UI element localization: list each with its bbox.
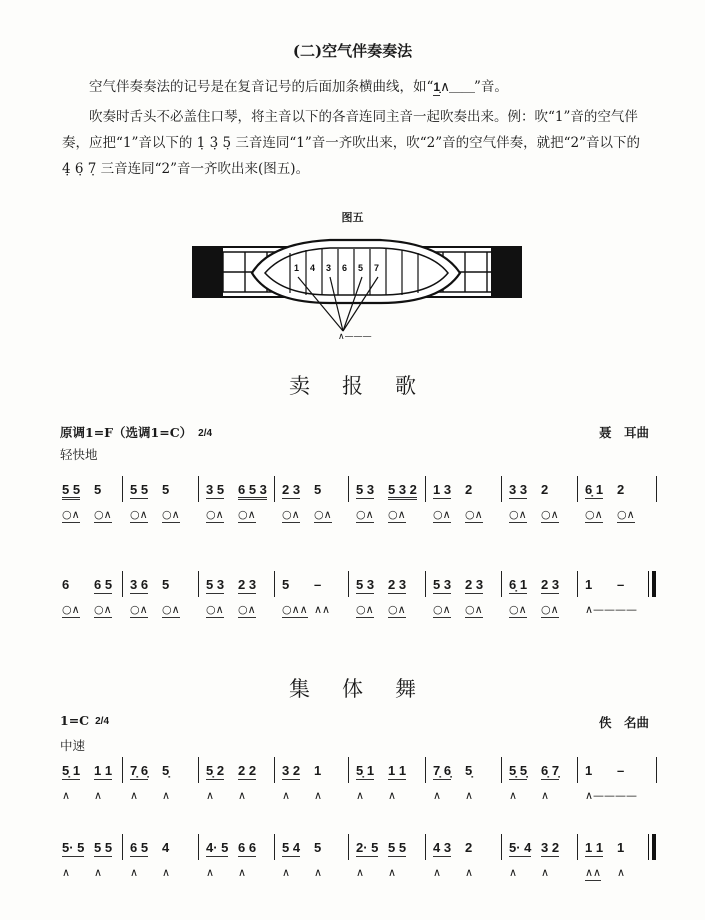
accompaniment-mark: ∧ bbox=[62, 789, 71, 802]
accompaniment-mark: ∧ bbox=[162, 866, 171, 879]
note-group: 5̣ bbox=[465, 763, 473, 778]
accompaniment-mark: ○∧ bbox=[509, 508, 527, 521]
barline bbox=[348, 757, 349, 783]
barline bbox=[501, 757, 502, 783]
accompaniment-mark: ○∧ bbox=[356, 603, 374, 616]
note-group: 5 3 bbox=[433, 577, 452, 592]
song-key: 原调1=F（选调1=C） bbox=[60, 425, 193, 440]
note-group: 5 4 bbox=[282, 840, 301, 855]
barline bbox=[577, 476, 578, 502]
note-group: 5 5 bbox=[62, 482, 80, 500]
accompaniment-mark: ∧ bbox=[282, 866, 291, 879]
hole-number: 7 bbox=[374, 263, 380, 273]
accompaniment-mark: ∧ bbox=[356, 866, 365, 879]
hole-number: 3 bbox=[326, 263, 332, 273]
note-group: 6 6 bbox=[238, 840, 257, 855]
barline bbox=[425, 476, 426, 502]
accompaniment-mark: ∧ bbox=[433, 866, 442, 879]
note-group: 5 bbox=[314, 482, 322, 497]
note-group: 3 5 bbox=[206, 482, 225, 497]
note-group: 3 2 bbox=[282, 763, 301, 778]
note-group: 2 bbox=[465, 840, 473, 855]
accompaniment-mark: ∧ bbox=[388, 789, 397, 802]
song-header bbox=[60, 713, 109, 728]
accompaniment-mark: ○∧ bbox=[541, 508, 559, 521]
accompaniment-mark: ∧ bbox=[465, 866, 474, 879]
note-group: 2 3 bbox=[465, 577, 484, 592]
barline bbox=[348, 834, 349, 860]
final-barline-thick bbox=[652, 834, 656, 860]
note-group: 5 3 bbox=[206, 577, 225, 592]
note-group: 6 5 bbox=[130, 840, 149, 855]
note-group: 5 3 bbox=[356, 577, 375, 592]
accompaniment-mark: ∧ bbox=[162, 789, 171, 802]
note-group: 1 1 bbox=[388, 763, 407, 778]
accompaniment-mark: ∧ bbox=[62, 866, 71, 879]
accompaniment-mark: ○∧ bbox=[465, 508, 483, 521]
time-signature: 2/4 bbox=[95, 716, 110, 727]
note-group: 2· 5 bbox=[356, 840, 379, 855]
barline bbox=[425, 757, 426, 783]
accompaniment-mark: ○∧ bbox=[94, 508, 112, 521]
note-group: 4 bbox=[162, 840, 170, 855]
barline bbox=[198, 476, 199, 502]
barline bbox=[577, 571, 578, 597]
song-title: 卖报歌 bbox=[289, 374, 448, 398]
time-signature: 2/4 bbox=[198, 428, 213, 439]
accompaniment-mark: ○∧ bbox=[388, 603, 406, 616]
hole-number: 1 bbox=[294, 263, 300, 273]
note-group: 2 3 bbox=[282, 482, 301, 497]
note-group: 6 bbox=[62, 577, 70, 592]
accompaniment-mark: ∧ bbox=[314, 866, 323, 879]
accompaniment-mark: ○∧ bbox=[130, 603, 148, 616]
barline bbox=[122, 834, 123, 860]
note-group: 3 6 bbox=[130, 577, 149, 592]
final-barline-thin bbox=[648, 834, 649, 860]
barline bbox=[274, 757, 275, 783]
accompaniment-mark: ○∧ bbox=[62, 508, 80, 521]
note-group: 6̣ 1 bbox=[509, 577, 528, 592]
accompaniment-mark: ○∧ bbox=[162, 603, 180, 616]
note-group: 5̣ bbox=[162, 763, 170, 778]
accompaniment-mark: ∧ bbox=[465, 789, 474, 802]
paragraph-1-text-b: ”音。 bbox=[473, 79, 508, 95]
hole-number: 5 bbox=[358, 263, 364, 273]
note-group: 2 bbox=[617, 482, 625, 497]
paragraph-2: 吹奏时舌头不必盖住口琴，将主音以下的各音连同主音一起吹奏出来。例：吹“1”音的空气伴奏，应把“1”音以下的 1̣ 3̣ 5̣ 三音连同“1”音一齐吹出来，吹“2”音的空气伴奏，就把“2”音以下的 4̣ 6̣ 7̣ 三音连同“2”音一齐吹出来(图五)。 bbox=[62, 109, 641, 177]
note-group: 5 5 bbox=[130, 482, 149, 497]
paragraph-1-text-a: 空气伴奏奏法的记号是在复音记号的后面加条横曲线，如“ bbox=[89, 79, 434, 95]
barline bbox=[656, 757, 657, 783]
note-group: 5 bbox=[162, 577, 170, 592]
barline bbox=[274, 834, 275, 860]
barline bbox=[274, 571, 275, 597]
note-group: 5· 5 bbox=[62, 840, 85, 855]
composer: 聂 耳曲 bbox=[598, 425, 649, 440]
accompaniment-mark: ○∧ bbox=[433, 603, 451, 616]
accompaniment-mark: ○∧ bbox=[238, 508, 256, 521]
accompaniment-mark: ∧ bbox=[617, 866, 626, 879]
note-group: 5 bbox=[314, 840, 322, 855]
accompaniment-mark: ○∧ bbox=[541, 603, 559, 616]
note-group: 6 5 bbox=[94, 577, 113, 592]
note-group: 5· 4 bbox=[509, 840, 532, 855]
hole-number: 4 bbox=[310, 263, 316, 273]
note-group: 5 5 bbox=[388, 840, 407, 855]
accompaniment-mark: ○∧ bbox=[433, 508, 451, 521]
note-group: 1 1 bbox=[94, 763, 113, 778]
song-title: 集体舞 bbox=[289, 677, 448, 701]
song-header bbox=[60, 423, 212, 441]
barline bbox=[348, 476, 349, 502]
barline bbox=[122, 476, 123, 502]
barline bbox=[348, 571, 349, 597]
barline bbox=[425, 834, 426, 860]
accompaniment-mark: ∧———— bbox=[585, 603, 638, 616]
note-group: 3 2 bbox=[541, 840, 560, 855]
accompaniment-mark: ○∧ bbox=[465, 603, 483, 616]
accompaniment-mark: ○∧ bbox=[238, 603, 256, 616]
note-group: 5 bbox=[94, 482, 102, 497]
note-group: 2 bbox=[465, 482, 473, 497]
note-group: 5̣ 5̣ bbox=[509, 763, 528, 778]
note-group: 1 1 bbox=[585, 840, 604, 855]
note-group: 1 bbox=[617, 840, 625, 855]
note-group: 2 bbox=[541, 482, 549, 497]
note-group: 5 5 bbox=[94, 840, 113, 855]
hole-number: 6 bbox=[342, 263, 348, 273]
accompaniment-mark: ○∧ bbox=[62, 603, 80, 616]
accompaniment-mark: ∧ bbox=[541, 866, 550, 879]
accompaniment-mark: ○∧∧ bbox=[282, 603, 308, 616]
barline bbox=[198, 571, 199, 597]
accompaniment-mark: ∧ bbox=[314, 789, 323, 802]
accompaniment-mark: ∧ bbox=[130, 789, 139, 802]
note-group: 5 3 2 bbox=[388, 482, 417, 500]
note-group: 4 3 bbox=[433, 840, 452, 855]
barline bbox=[198, 757, 199, 783]
barline bbox=[122, 757, 123, 783]
accompaniment-mark: ○∧ bbox=[509, 603, 527, 616]
note-group: 6̣ 7̣ bbox=[541, 763, 560, 778]
note-group: 6̣ 1 bbox=[585, 482, 604, 497]
barline bbox=[577, 757, 578, 783]
barline bbox=[274, 476, 275, 502]
note-group: 2 3 bbox=[238, 577, 257, 592]
accompaniment-mark: ∧∧ bbox=[314, 603, 331, 616]
accompaniment-mark: ∧ bbox=[94, 789, 103, 802]
note-group: 6 5 3 bbox=[238, 482, 267, 500]
accompaniment-mark: ○∧ bbox=[617, 508, 635, 521]
barline bbox=[501, 571, 502, 597]
breath-mark: ∧——— bbox=[338, 332, 372, 340]
accompaniment-mark: ○∧ bbox=[356, 508, 374, 521]
accompaniment-mark: ○∧ bbox=[206, 508, 224, 521]
tempo-marking: 中速 bbox=[60, 738, 86, 753]
note-group: 2 3 bbox=[388, 577, 407, 592]
barline bbox=[656, 476, 657, 502]
note-group: 2 3 bbox=[541, 577, 560, 592]
note-group: 1 bbox=[585, 763, 593, 778]
final-barline-thick bbox=[652, 571, 656, 597]
accompaniment-mark: ○∧ bbox=[162, 508, 180, 521]
accompaniment-mark: ∧ bbox=[282, 789, 291, 802]
barline bbox=[425, 571, 426, 597]
note-group: 5 bbox=[162, 482, 170, 497]
note-group: 1 3 bbox=[433, 482, 452, 497]
air-accompaniment-symbol: 1̣ bbox=[433, 80, 441, 94]
note-group: 5̣ 1 bbox=[356, 763, 375, 778]
tempo-marking: 轻快地 bbox=[60, 447, 98, 462]
song-key: 1=C bbox=[60, 713, 90, 728]
section-title: (二)空气伴奏奏法 bbox=[292, 42, 413, 60]
accompaniment-mark: ○∧ bbox=[282, 508, 300, 521]
accompaniment-mark: ∧ bbox=[433, 789, 442, 802]
paragraph-1 bbox=[62, 74, 652, 100]
accompaniment-mark: ∧ bbox=[356, 789, 365, 802]
accompaniment-mark: ∧ bbox=[130, 866, 139, 879]
note-group: 2 2 bbox=[238, 763, 257, 778]
accompaniment-mark: ∧∧ bbox=[585, 866, 602, 879]
accompaniment-mark: ∧ bbox=[238, 866, 247, 879]
note-group: 5̣ 2 bbox=[206, 763, 225, 778]
barline bbox=[501, 476, 502, 502]
note-group: 1 bbox=[585, 577, 593, 592]
note-group: 3 3 bbox=[509, 482, 528, 497]
note-group: 5 3 bbox=[356, 482, 375, 497]
note-group: 7̣ 6̣ bbox=[433, 763, 452, 778]
note-group: 4· 5 bbox=[206, 840, 229, 855]
accompaniment-mark: ○∧ bbox=[206, 603, 224, 616]
barline bbox=[577, 834, 578, 860]
barline bbox=[501, 834, 502, 860]
accompaniment-mark: ∧———— bbox=[585, 789, 638, 802]
note-group: 5̣ 1 bbox=[62, 763, 81, 778]
note-group: 5 bbox=[282, 577, 290, 592]
figure-caption: 图五 bbox=[341, 211, 364, 224]
accompaniment-mark: ∧ bbox=[541, 789, 550, 802]
harmonica-figure bbox=[190, 235, 525, 340]
air-accompaniment-curve: ∧＿＿ bbox=[440, 79, 474, 95]
note-group: 1 bbox=[314, 763, 322, 778]
accompaniment-mark: ○∧ bbox=[388, 508, 406, 521]
accompaniment-mark: ∧ bbox=[206, 789, 215, 802]
accompaniment-mark: ○∧ bbox=[130, 508, 148, 521]
accompaniment-mark: ∧ bbox=[509, 789, 518, 802]
composer: 佚 名曲 bbox=[598, 715, 649, 730]
accompaniment-mark: ∧ bbox=[509, 866, 518, 879]
note-group: 7̣ 6̣ bbox=[130, 763, 149, 778]
accompaniment-mark: ○∧ bbox=[94, 603, 112, 616]
accompaniment-mark: ○∧ bbox=[585, 508, 603, 521]
final-barline-thin bbox=[648, 571, 649, 597]
accompaniment-mark: ○∧ bbox=[314, 508, 332, 521]
accompaniment-mark: ∧ bbox=[206, 866, 215, 879]
note-group: – bbox=[314, 577, 322, 592]
accompaniment-mark: ∧ bbox=[94, 866, 103, 879]
accompaniment-mark: ∧ bbox=[238, 789, 247, 802]
barline bbox=[198, 834, 199, 860]
accompaniment-mark: ∧ bbox=[388, 866, 397, 879]
note-group: – bbox=[617, 763, 625, 778]
note-group: – bbox=[617, 577, 625, 592]
barline bbox=[122, 571, 123, 597]
